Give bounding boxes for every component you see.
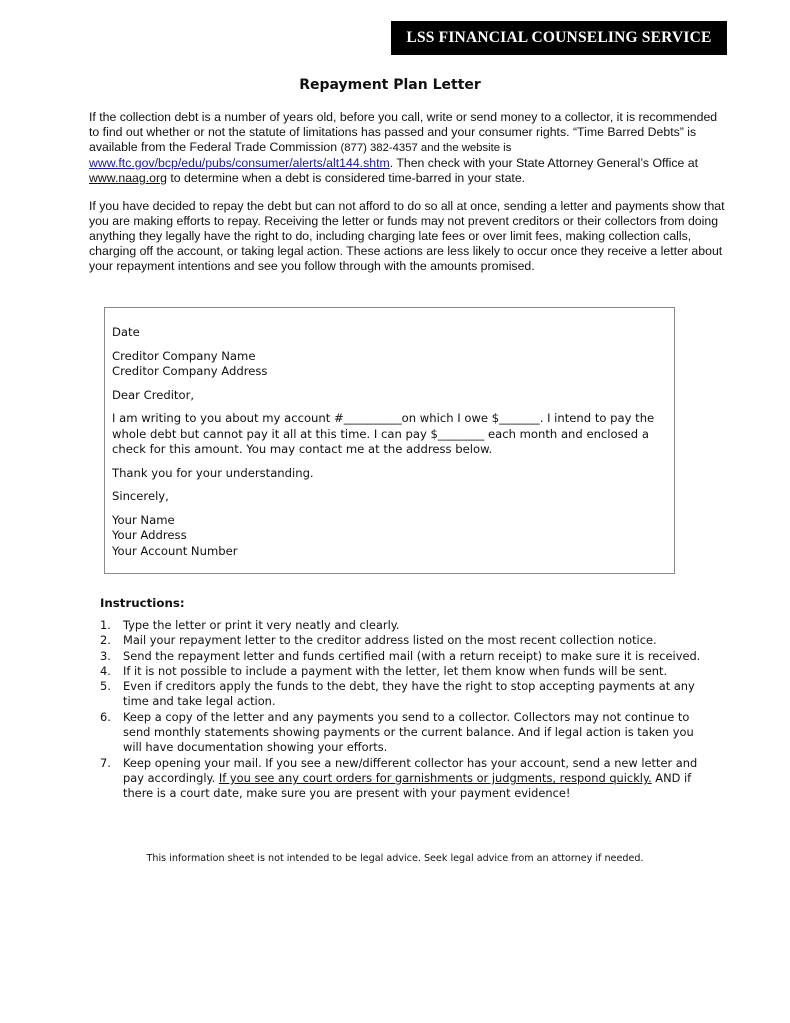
item-text: Even if creditors apply the funds to the debt, they have the right to stop accepting payments at any time and take legal action. — [123, 679, 695, 709]
instructions-heading: Instructions: — [100, 596, 185, 610]
your-address: Your Address — [112, 528, 187, 542]
instruction-item — [100, 618, 710, 633]
intro-text: . Then check with your State Attorney General’s Office at — [389, 156, 699, 170]
instruction-item — [100, 710, 710, 756]
item-number: 1. — [100, 618, 111, 632]
item-number: 6. — [100, 709, 111, 724]
item-text-part: Keep opening your mail. If you see a new/different collector has your account, send a new letter and pay accordingly. — [123, 755, 698, 785]
letter-closing: Sincerely, — [112, 489, 169, 503]
letter-body: I am writing to you about my account #__________on which I owe $_______. I intend to pay the whole debt but cannot pay it all at this time. I can pay $________ each month and enclosed a check for this amount. You may contact me at the address below. — [112, 411, 655, 456]
letter-signature-block — [112, 513, 674, 560]
sample-letter-box — [104, 307, 675, 574]
intro-paragraph-statute — [89, 110, 729, 186]
instruction-item — [100, 756, 710, 802]
instructions-list — [100, 618, 710, 802]
letter-creditor-block — [112, 349, 674, 380]
item-text: Mail your repayment letter to the creditor address listed on the most recent collection notice. — [123, 633, 657, 648]
intro-text: If the collection debt is a number of years old, before you call, write or send money to a collector, it is recommended to find out whether or not the statute of limitations has passed and your consumer rights. “Time Barred Debts” is available from the Federal Trade Commission — [89, 110, 718, 154]
organization-banner: LSS FINANCIAL COUNSELING SERVICE — [391, 21, 727, 55]
item-text: Keep a copy of the letter and any payments you send to a collector. Collectors may not continue to send monthly statements showing payments or the current balance. And if legal action is taken you will have documentation showing your efforts. — [123, 709, 694, 755]
item-number: 2. — [100, 633, 111, 648]
creditor-address: Creditor Company Address — [112, 364, 268, 378]
letter-salutation: Dear Creditor, — [112, 387, 195, 402]
page-title: Repayment Plan Letter — [299, 77, 481, 93]
letter-thanks: Thank you for your understanding. — [112, 465, 314, 480]
naag-link[interactable]: www.naag.org — [89, 171, 167, 185]
item-number: 3. — [100, 648, 111, 663]
item-text-part: AND if there is a court date, make sure you are present with your payment evidence! — [123, 770, 692, 801]
ftc-link[interactable]: www.ftc.gov/bcp/edu/pubs/consumer/alerts/alt144.shtm — [89, 156, 390, 170]
letter-date: Date — [112, 325, 140, 339]
item-text: Send the repayment letter and funds certified mail (with a return receipt) to make sure it is received. — [123, 648, 701, 663]
ftc-phone: (877) 382-4357 and the website is — [340, 142, 512, 154]
item-text: If it is not possible to include a payment with the letter, let them know when funds will be sent. — [123, 663, 668, 678]
your-account-number: Your Account Number — [112, 543, 238, 558]
intro-paragraph-repay: If you have decided to repay the debt but can not afford to do so all at once, sending a letter and payments show that you are making efforts to repay. Receiving the letter or funds may not prevent creditors or their collectors from doing anything they legally have the right to do, including charging late fees or over limit fees, making collection calls, charging off the account, or taking legal action. These actions are less likely to occur once they receive a letter about your repayment intentions and see you follow through with the amounts promised. — [89, 199, 725, 273]
instruction-item — [100, 664, 710, 679]
your-name: Your Name — [112, 512, 175, 527]
court-orders-warning: If you see any court orders for garnishments or judgments, respond quickly. — [218, 770, 652, 785]
item-text — [123, 756, 710, 802]
instruction-item — [100, 679, 710, 710]
intro-text: to determine when a debt is considered time-barred in your state. — [166, 171, 526, 185]
item-number: 7. — [100, 755, 111, 770]
creditor-name: Creditor Company Name — [112, 348, 256, 363]
item-number: 5. — [100, 679, 111, 694]
instruction-item — [100, 633, 710, 648]
legal-disclaimer: This information sheet is not intended to be legal advice. Seek legal advice from an attorney if needed. — [146, 853, 644, 864]
item-text: Type the letter or print it very neatly and clearly. — [123, 618, 400, 632]
item-number: 4. — [100, 663, 111, 678]
instruction-item — [100, 649, 710, 664]
